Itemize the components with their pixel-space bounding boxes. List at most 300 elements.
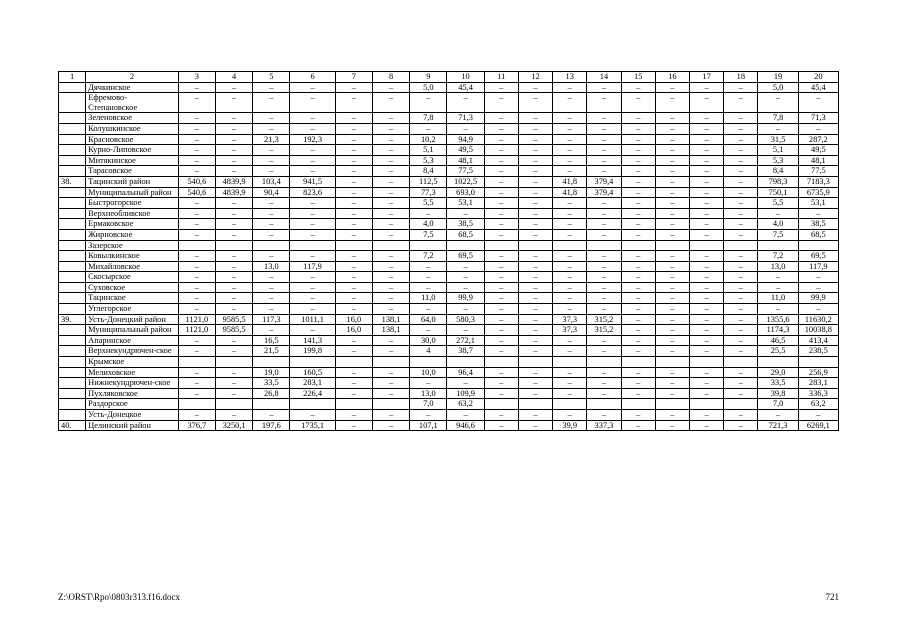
table-row	[59, 293, 839, 304]
table-cell: 138,1	[372, 314, 409, 325]
table-cell: –	[372, 272, 409, 283]
row-number	[59, 410, 86, 421]
table-cell: –	[518, 282, 552, 293]
table-cell: –	[655, 176, 689, 187]
table-cell: 199,8	[290, 346, 335, 357]
table-cell: 7,8	[410, 113, 447, 124]
table-cell: –	[253, 198, 290, 209]
table-cell: 1121,0	[178, 325, 215, 336]
table-cell: –	[587, 208, 621, 219]
table-row	[59, 357, 839, 368]
table-cell	[798, 357, 838, 368]
table-cell: –	[553, 388, 587, 399]
column-number: 10	[447, 72, 484, 83]
table-cell: 1355,6	[758, 314, 798, 325]
table-cell: –	[553, 346, 587, 357]
table-cell: –	[724, 282, 758, 293]
table-cell: –	[178, 155, 215, 166]
table-cell: –	[553, 304, 587, 315]
table-cell: 9585,5	[215, 325, 252, 336]
table-cell: –	[621, 410, 655, 421]
table-cell: –	[372, 335, 409, 346]
table-cell: –	[689, 229, 723, 240]
table-cell: –	[621, 134, 655, 145]
settlement-name: Верхнекундрючен-ское	[86, 346, 179, 357]
data-table	[58, 71, 839, 431]
table-cell: –	[758, 272, 798, 283]
table-cell: –	[621, 304, 655, 315]
table-cell: –	[724, 166, 758, 177]
table-cell	[447, 357, 484, 368]
table-cell: –	[798, 410, 838, 421]
table-cell: 77,5	[447, 166, 484, 177]
table-cell: –	[518, 251, 552, 262]
table-cell: –	[724, 134, 758, 145]
table-cell: –	[372, 82, 409, 93]
table-cell: 13,0	[410, 388, 447, 399]
table-cell: 26,8	[253, 388, 290, 399]
table-cell: 21,5	[253, 346, 290, 357]
table-cell: –	[689, 176, 723, 187]
table-cell: –	[689, 410, 723, 421]
table-cell: –	[215, 335, 252, 346]
table-cell: –	[178, 145, 215, 156]
table-cell: 7,0	[410, 399, 447, 410]
table-cell: –	[178, 123, 215, 134]
table-cell: –	[621, 335, 655, 346]
table-cell: –	[587, 293, 621, 304]
table-cell: –	[372, 166, 409, 177]
table-cell: –	[215, 251, 252, 262]
table-cell: –	[335, 176, 372, 187]
table-cell: –	[335, 82, 372, 93]
table-cell: –	[372, 155, 409, 166]
row-number	[59, 123, 86, 134]
table-cell: –	[518, 229, 552, 240]
table-cell: –	[178, 272, 215, 283]
table-cell: 750,1	[758, 187, 798, 198]
settlement-name: Суховское	[86, 282, 179, 293]
table-row	[59, 420, 839, 431]
table-cell: 11630,2	[798, 314, 838, 325]
table-cell: –	[689, 166, 723, 177]
table-row	[59, 198, 839, 209]
settlement-name: Митякинское	[86, 155, 179, 166]
table-cell: –	[335, 251, 372, 262]
table-cell: –	[724, 410, 758, 421]
table-cell: 45,4	[798, 82, 838, 93]
table-cell: –	[724, 378, 758, 389]
row-number	[59, 261, 86, 272]
table-cell: –	[484, 293, 518, 304]
table-cell: –	[798, 93, 838, 113]
table-cell: 5,3	[410, 155, 447, 166]
table-cell: –	[484, 282, 518, 293]
settlement-name: Тацинский район	[86, 176, 179, 187]
table-cell: 580,3	[447, 314, 484, 325]
column-number: 20	[798, 72, 838, 83]
table-cell: –	[410, 93, 447, 113]
table-cell: –	[655, 293, 689, 304]
row-number	[59, 304, 86, 315]
table-cell	[621, 399, 655, 410]
table-cell	[587, 357, 621, 368]
table-cell: 413,4	[798, 335, 838, 346]
table-cell: –	[372, 410, 409, 421]
table-cell: 272,1	[447, 335, 484, 346]
table-cell: –	[215, 282, 252, 293]
table-cell: –	[621, 219, 655, 230]
table-cell: –	[621, 314, 655, 325]
table-cell: 16,5	[253, 335, 290, 346]
table-cell: –	[178, 208, 215, 219]
table-cell: –	[655, 335, 689, 346]
table-cell: 7,2	[410, 251, 447, 262]
table-cell: –	[518, 208, 552, 219]
row-number	[59, 229, 86, 240]
table-cell: –	[689, 219, 723, 230]
table-cell: –	[335, 367, 372, 378]
table-cell: 798,3	[758, 176, 798, 187]
table-cell: –	[518, 166, 552, 177]
table-cell: –	[178, 113, 215, 124]
table-cell: –	[724, 261, 758, 272]
row-number	[59, 282, 86, 293]
table-cell: –	[689, 187, 723, 198]
table-cell	[290, 357, 335, 368]
table-row	[59, 325, 839, 336]
table-cell: 63,2	[798, 399, 838, 410]
column-number: 2	[86, 72, 179, 83]
table-row	[59, 155, 839, 166]
table-cell: –	[689, 198, 723, 209]
table-cell: –	[553, 282, 587, 293]
table-cell: –	[758, 282, 798, 293]
table-cell: 37,3	[553, 325, 587, 336]
table-cell: –	[178, 378, 215, 389]
table-cell: 71,3	[447, 113, 484, 124]
table-cell: –	[178, 367, 215, 378]
table-cell: 25,5	[758, 346, 798, 357]
table-cell: –	[518, 293, 552, 304]
table-cell: –	[553, 198, 587, 209]
table-cell: –	[518, 335, 552, 346]
table-cell: 315,2	[587, 314, 621, 325]
table-cell: –	[335, 166, 372, 177]
table-cell: –	[518, 367, 552, 378]
table-cell: 53,1	[447, 198, 484, 209]
table-cell: –	[178, 346, 215, 357]
table-cell: –	[215, 155, 252, 166]
table-cell: –	[372, 420, 409, 431]
column-number: 3	[178, 72, 215, 83]
table-cell: –	[621, 82, 655, 93]
table-cell: –	[689, 367, 723, 378]
table-cell	[689, 357, 723, 368]
table-cell: –	[335, 335, 372, 346]
table-cell: –	[553, 166, 587, 177]
table-cell: 5,0	[758, 82, 798, 93]
table-cell: 7183,3	[798, 176, 838, 187]
table-cell: –	[621, 187, 655, 198]
table-cell: –	[518, 304, 552, 315]
table-cell: –	[724, 346, 758, 357]
table-row	[59, 240, 839, 251]
table-cell: –	[290, 123, 335, 134]
table-cell: –	[484, 134, 518, 145]
table-cell: –	[178, 198, 215, 209]
table-cell: –	[372, 251, 409, 262]
row-number: 38.	[59, 176, 86, 187]
table-cell: –	[724, 198, 758, 209]
table-cell	[253, 357, 290, 368]
table-row	[59, 93, 839, 113]
table-cell: –	[621, 367, 655, 378]
table-cell: –	[410, 208, 447, 219]
table-cell: –	[655, 420, 689, 431]
row-number	[59, 219, 86, 230]
table-cell: –	[798, 208, 838, 219]
table-cell: –	[410, 272, 447, 283]
table-cell: –	[587, 155, 621, 166]
table-cell: –	[553, 123, 587, 134]
table-cell	[689, 240, 723, 251]
table-cell: –	[724, 367, 758, 378]
table-cell: 160,5	[290, 367, 335, 378]
column-number: 1	[59, 72, 86, 83]
table-cell: –	[553, 229, 587, 240]
table-cell: –	[689, 325, 723, 336]
table-cell: –	[484, 304, 518, 315]
table-cell: –	[447, 304, 484, 315]
table-cell: –	[518, 378, 552, 389]
table-cell	[215, 399, 252, 410]
table-cell: –	[655, 251, 689, 262]
table-cell: 109,9	[447, 388, 484, 399]
table-cell: 693,0	[447, 187, 484, 198]
table-cell: –	[372, 282, 409, 293]
table-cell: –	[587, 219, 621, 230]
table-cell: –	[724, 388, 758, 399]
table-cell: 4,0	[410, 219, 447, 230]
table-cell: –	[253, 208, 290, 219]
table-cell: –	[655, 346, 689, 357]
table-cell: 99,9	[798, 293, 838, 304]
table-cell: –	[335, 378, 372, 389]
table-row	[59, 346, 839, 357]
table-cell: –	[484, 388, 518, 399]
settlement-name: Усть-Донецкое	[86, 410, 179, 421]
table-cell: –	[290, 219, 335, 230]
row-number	[59, 240, 86, 251]
table-cell: –	[621, 293, 655, 304]
table-cell: –	[655, 134, 689, 145]
row-number	[59, 357, 86, 368]
table-cell: –	[290, 166, 335, 177]
row-number	[59, 335, 86, 346]
table-cell: –	[410, 261, 447, 272]
settlement-name: Скосырское	[86, 272, 179, 283]
table-cell: –	[335, 272, 372, 283]
table-cell: –	[484, 219, 518, 230]
table-cell: –	[587, 388, 621, 399]
table-cell: –	[655, 208, 689, 219]
table-cell: –	[655, 325, 689, 336]
row-number	[59, 145, 86, 156]
table-cell: –	[587, 367, 621, 378]
table-cell	[335, 399, 372, 410]
settlement-name: Курно-Липовское	[86, 145, 179, 156]
table-cell	[372, 399, 409, 410]
table-cell: –	[655, 123, 689, 134]
table-cell: –	[372, 187, 409, 198]
table-cell: –	[621, 208, 655, 219]
table-row	[59, 145, 839, 156]
table-cell: 540,6	[178, 176, 215, 187]
table-cell: –	[621, 378, 655, 389]
table-cell: –	[689, 261, 723, 272]
table-cell: 77,3	[410, 187, 447, 198]
table-cell: –	[215, 134, 252, 145]
table-cell: –	[253, 219, 290, 230]
table-cell: –	[518, 198, 552, 209]
table-row	[59, 123, 839, 134]
table-cell: 11,0	[410, 293, 447, 304]
table-cell: –	[689, 155, 723, 166]
table-cell: –	[587, 272, 621, 283]
table-cell	[335, 240, 372, 251]
table-cell	[587, 399, 621, 410]
table-cell: –	[253, 304, 290, 315]
table-cell: –	[689, 388, 723, 399]
table-cell: –	[587, 410, 621, 421]
table-cell: –	[447, 272, 484, 283]
table-cell: –	[215, 378, 252, 389]
table-cell	[798, 240, 838, 251]
table-cell: –	[587, 261, 621, 272]
table-cell: –	[335, 420, 372, 431]
table-cell: –	[253, 229, 290, 240]
table-cell: 5,1	[410, 145, 447, 156]
table-cell: –	[290, 145, 335, 156]
table-cell: 69,5	[798, 251, 838, 262]
table-cell: –	[290, 251, 335, 262]
table-cell: 5,3	[758, 155, 798, 166]
table-cell: 41,8	[553, 176, 587, 187]
settlement-name: Тацинское	[86, 293, 179, 304]
table-cell: –	[758, 123, 798, 134]
settlement-name: Дячкинское	[86, 82, 179, 93]
table-cell: –	[335, 155, 372, 166]
table-cell: 6735,9	[798, 187, 838, 198]
table-cell: –	[484, 251, 518, 262]
table-cell: –	[290, 198, 335, 209]
table-cell: –	[587, 335, 621, 346]
table-cell	[215, 240, 252, 251]
table-cell: –	[689, 113, 723, 124]
table-cell: 1022,5	[447, 176, 484, 187]
table-cell: –	[178, 134, 215, 145]
table-cell: –	[758, 304, 798, 315]
table-cell: 33,5	[253, 378, 290, 389]
table-cell: –	[178, 282, 215, 293]
table-cell: –	[518, 93, 552, 113]
table-cell: –	[447, 208, 484, 219]
table-cell: –	[724, 420, 758, 431]
table-cell: –	[587, 282, 621, 293]
table-row	[59, 219, 839, 230]
settlement-name: Жирновское	[86, 229, 179, 240]
table-cell: –	[621, 251, 655, 262]
table-cell: –	[178, 251, 215, 262]
table-cell: 540,6	[178, 187, 215, 198]
settlement-name: Ермаковское	[86, 219, 179, 230]
table-cell: 48,1	[798, 155, 838, 166]
table-cell: –	[689, 93, 723, 113]
table-cell: 5,5	[410, 198, 447, 209]
table-cell: 10,0	[410, 367, 447, 378]
table-cell: 38,5	[798, 219, 838, 230]
table-cell: –	[621, 346, 655, 357]
table-cell: –	[253, 325, 290, 336]
table-cell: –	[410, 325, 447, 336]
table-cell	[518, 399, 552, 410]
table-cell: –	[215, 219, 252, 230]
table-cell: –	[621, 145, 655, 156]
table-cell: –	[447, 325, 484, 336]
table-cell	[410, 357, 447, 368]
settlement-name: Быстрогорское	[86, 198, 179, 209]
table-cell: –	[689, 208, 723, 219]
table-cell: –	[372, 123, 409, 134]
table-cell: –	[215, 388, 252, 399]
settlement-name: Крымское	[86, 357, 179, 368]
table-cell: –	[587, 145, 621, 156]
table-cell: –	[253, 113, 290, 124]
table-cell: –	[215, 367, 252, 378]
table-cell: 13,0	[758, 261, 798, 272]
table-cell	[253, 399, 290, 410]
table-cell: –	[215, 93, 252, 113]
table-cell: –	[290, 293, 335, 304]
table-cell: –	[689, 335, 723, 346]
table-cell: –	[621, 113, 655, 124]
table-cell: –	[372, 134, 409, 145]
table-cell: –	[335, 346, 372, 357]
table-cell: –	[758, 410, 798, 421]
column-number: 7	[335, 72, 372, 83]
table-cell: –	[215, 410, 252, 421]
row-number	[59, 166, 86, 177]
row-number	[59, 113, 86, 124]
table-cell: –	[484, 335, 518, 346]
table-cell: 10038,8	[798, 325, 838, 336]
table-cell: –	[290, 208, 335, 219]
row-number	[59, 134, 86, 145]
table-cell: 68,5	[798, 229, 838, 240]
table-cell: 1735,1	[290, 420, 335, 431]
table-cell: –	[553, 261, 587, 272]
settlement-name: Верхнеобливское	[86, 208, 179, 219]
table-cell: –	[484, 166, 518, 177]
table-cell: 946,6	[447, 420, 484, 431]
table-cell: –	[724, 123, 758, 134]
table-cell: 94,9	[447, 134, 484, 145]
table-cell: 4839,9	[215, 187, 252, 198]
table-cell: –	[484, 367, 518, 378]
table-row	[59, 187, 839, 198]
table-cell: 5,0	[410, 82, 447, 93]
